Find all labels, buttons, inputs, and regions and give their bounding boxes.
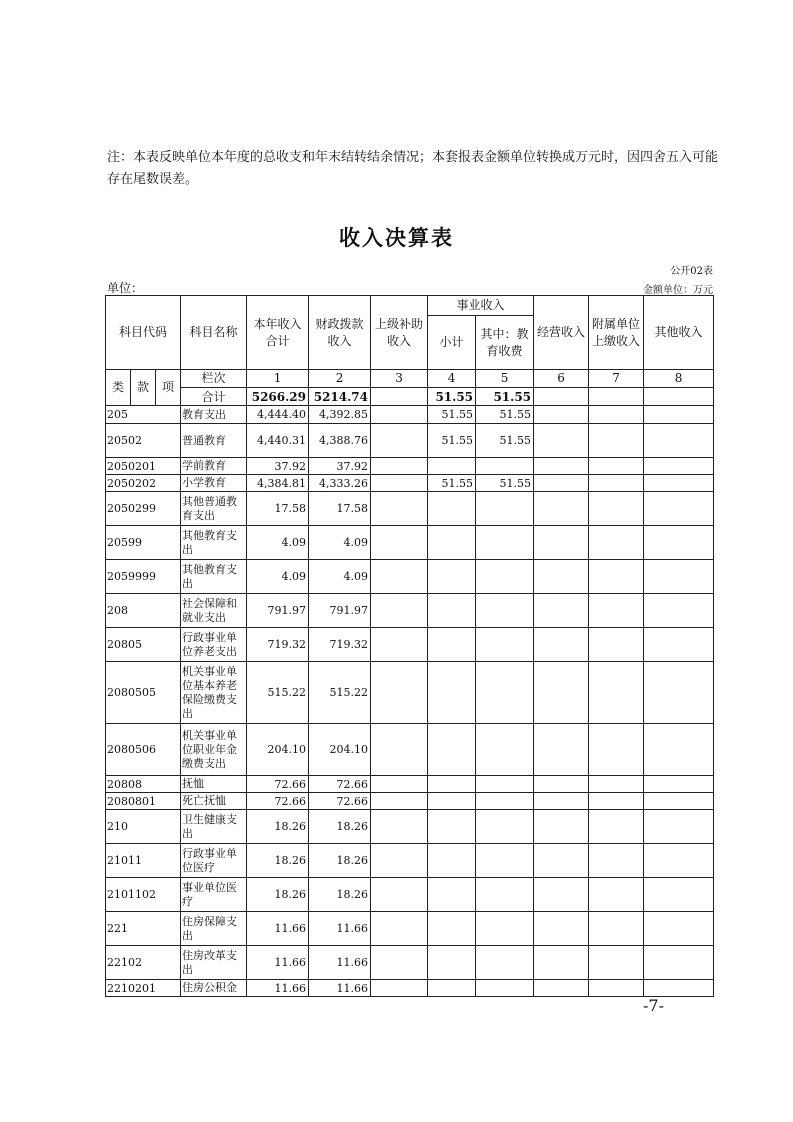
row-affiliated (589, 594, 644, 628)
row-edu-fee (476, 980, 534, 997)
row-other (644, 406, 714, 424)
row-edu-fee (476, 458, 534, 475)
row-fiscal: 4.09 (309, 526, 371, 560)
row-total-income: 515.22 (247, 662, 309, 724)
header-xiang: 项 (156, 370, 181, 406)
row-code: 2050299 (106, 492, 181, 526)
header-subject-code: 科目代码 (106, 296, 181, 370)
row-operating (534, 406, 589, 424)
total-income-value: 5266.29 (247, 388, 309, 406)
col-number: 1 (247, 370, 309, 388)
header-affiliated: 附属单位上缴收入 (589, 296, 644, 370)
row-fiscal: 11.66 (309, 980, 371, 997)
row-affiliated (589, 662, 644, 724)
row-total-income: 4.09 (247, 560, 309, 594)
row-subtotal (428, 946, 476, 980)
row-subtotal (428, 810, 476, 844)
row-fiscal: 11.66 (309, 946, 371, 980)
row-subtotal (428, 724, 476, 776)
header-subtotal: 小计 (428, 316, 476, 370)
row-code: 22102 (106, 946, 181, 980)
row-code: 21011 (106, 844, 181, 878)
row-fiscal: 204.10 (309, 724, 371, 776)
row-operating (534, 628, 589, 662)
row-fiscal: 11.66 (309, 912, 371, 946)
row-superior (371, 793, 428, 810)
row-name: 住房改革支出 (181, 946, 247, 980)
table-row (106, 724, 714, 776)
header-operating: 经营收入 (534, 296, 589, 370)
row-code: 2050202 (106, 475, 181, 492)
row-superior (371, 844, 428, 878)
row-affiliated (589, 526, 644, 560)
row-affiliated (589, 628, 644, 662)
row-subtotal (428, 458, 476, 475)
row-total-income: 17.58 (247, 492, 309, 526)
table-row (106, 492, 714, 526)
row-other (644, 810, 714, 844)
row-superior (371, 912, 428, 946)
row-fiscal: 18.26 (309, 878, 371, 912)
table-body (106, 406, 714, 997)
row-fiscal: 719.32 (309, 628, 371, 662)
money-unit-label: 金额单位：万元 (643, 285, 713, 296)
row-subtotal (428, 662, 476, 724)
row-edu-fee: 51.55 (476, 406, 534, 424)
row-edu-fee (476, 878, 534, 912)
row-subtotal (428, 526, 476, 560)
row-name: 普通教育 (181, 424, 247, 458)
header-fiscal: 财政拨款收入 (309, 296, 371, 370)
total-edu-fee-value: 51.55 (476, 388, 534, 406)
row-operating (534, 912, 589, 946)
row-operating (534, 475, 589, 492)
row-superior (371, 724, 428, 776)
row-affiliated (589, 776, 644, 793)
header-education-fee: 其中：教育收费 (476, 316, 534, 370)
col-number: 7 (589, 370, 644, 388)
row-subtotal (428, 912, 476, 946)
row-other (644, 878, 714, 912)
table-row (106, 560, 714, 594)
row-operating (534, 946, 589, 980)
table-row (106, 458, 714, 475)
row-code: 221 (106, 912, 181, 946)
row-subtotal (428, 776, 476, 793)
row-superior (371, 662, 428, 724)
row-subtotal: 51.55 (428, 406, 476, 424)
form-code: 公开02表 (670, 266, 713, 277)
row-operating (534, 594, 589, 628)
header-lei: 类 (106, 370, 131, 406)
row-name: 教育支出 (181, 406, 247, 424)
total-superior-value (371, 388, 428, 406)
row-name: 机关事业单位职业年金缴费支出 (181, 724, 247, 776)
row-other (644, 560, 714, 594)
row-operating (534, 793, 589, 810)
row-other (644, 980, 714, 997)
row-superior (371, 628, 428, 662)
row-other (644, 793, 714, 810)
row-name: 死亡抚恤 (181, 793, 247, 810)
row-name: 其他教育支出 (181, 560, 247, 594)
row-subtotal (428, 878, 476, 912)
row-affiliated (589, 980, 644, 997)
row-name: 住房保障支出 (181, 912, 247, 946)
row-total-income: 791.97 (247, 594, 309, 628)
row-edu-fee (476, 492, 534, 526)
row-other (644, 776, 714, 793)
col-number: 4 (428, 370, 476, 388)
col-number: 8 (644, 370, 714, 388)
income-table (105, 295, 714, 997)
row-name: 行政事业单位医疗 (181, 844, 247, 878)
row-edu-fee (476, 810, 534, 844)
row-total-income: 11.66 (247, 980, 309, 997)
row-affiliated (589, 475, 644, 492)
row-name: 小学教育 (181, 475, 247, 492)
table-row (106, 810, 714, 844)
table-row (106, 844, 714, 878)
row-operating (534, 560, 589, 594)
row-affiliated (589, 844, 644, 878)
row-superior (371, 492, 428, 526)
row-other (644, 946, 714, 980)
row-total-income: 18.26 (247, 810, 309, 844)
row-fiscal: 37.92 (309, 458, 371, 475)
row-total-income: 4,384.81 (247, 475, 309, 492)
row-name: 其他教育支出 (181, 526, 247, 560)
row-fiscal: 18.26 (309, 810, 371, 844)
row-edu-fee (476, 844, 534, 878)
total-label: 合计 (181, 388, 247, 406)
row-name: 抚恤 (181, 776, 247, 793)
row-affiliated (589, 406, 644, 424)
row-code: 20599 (106, 526, 181, 560)
row-subtotal (428, 844, 476, 878)
row-superior (371, 475, 428, 492)
row-name: 其他普通教育支出 (181, 492, 247, 526)
table-row (106, 526, 714, 560)
row-subtotal: 51.55 (428, 424, 476, 458)
row-code: 2101102 (106, 878, 181, 912)
row-edu-fee (476, 776, 534, 793)
row-code: 2059999 (106, 560, 181, 594)
table-row (106, 776, 714, 793)
row-fiscal: 18.26 (309, 844, 371, 878)
row-edu-fee: 51.55 (476, 424, 534, 458)
row-other (644, 724, 714, 776)
col-number: 2 (309, 370, 371, 388)
row-code: 205 (106, 406, 181, 424)
total-subtotal-value: 51.55 (428, 388, 476, 406)
row-other (644, 662, 714, 724)
row-superior (371, 878, 428, 912)
table-row (106, 424, 714, 458)
row-operating (534, 424, 589, 458)
row-operating (534, 844, 589, 878)
row-name: 行政事业单位养老支出 (181, 628, 247, 662)
row-affiliated (589, 793, 644, 810)
header-superior-subsidy: 上级补助收入 (371, 296, 428, 370)
table-row (106, 793, 714, 810)
row-superior (371, 458, 428, 475)
row-other (644, 526, 714, 560)
row-superior (371, 810, 428, 844)
row-code: 20805 (106, 628, 181, 662)
header-column-index: 栏次 (181, 370, 247, 388)
row-fiscal: 72.66 (309, 793, 371, 810)
row-operating (534, 724, 589, 776)
total-operating-value (534, 388, 589, 406)
row-affiliated (589, 492, 644, 526)
row-other (644, 628, 714, 662)
row-other (644, 475, 714, 492)
table-note: 注：本表反映单位本年度的总收支和年末结转结余情况；本套报表金额单位转换成万元时，因四舍五入可能存在尾数误差。 (107, 150, 719, 187)
row-superior (371, 594, 428, 628)
row-superior (371, 560, 428, 594)
row-operating (534, 526, 589, 560)
row-superior (371, 946, 428, 980)
row-operating (534, 458, 589, 475)
row-total-income: 11.66 (247, 946, 309, 980)
row-edu-fee (476, 628, 534, 662)
row-edu-fee (476, 594, 534, 628)
row-subtotal (428, 980, 476, 997)
table-row (106, 946, 714, 980)
header-kuan: 款 (131, 370, 156, 406)
row-superior (371, 776, 428, 793)
row-total-income: 18.26 (247, 844, 309, 878)
row-affiliated (589, 946, 644, 980)
row-affiliated (589, 724, 644, 776)
row-other (644, 458, 714, 475)
row-fiscal: 17.58 (309, 492, 371, 526)
row-superior (371, 406, 428, 424)
row-operating (534, 878, 589, 912)
row-subtotal (428, 492, 476, 526)
row-other (644, 912, 714, 946)
row-code: 2080506 (106, 724, 181, 776)
col-number: 3 (371, 370, 428, 388)
header-other: 其他收入 (644, 296, 714, 370)
row-affiliated (589, 560, 644, 594)
total-fiscal-value: 5214.74 (309, 388, 371, 406)
row-subtotal (428, 628, 476, 662)
row-code: 210 (106, 810, 181, 844)
row-edu-fee (476, 560, 534, 594)
row-superior (371, 424, 428, 458)
table-row (106, 662, 714, 724)
table-row (106, 475, 714, 492)
row-superior (371, 526, 428, 560)
row-name: 卫生健康支出 (181, 810, 247, 844)
row-name: 社会保障和就业支出 (181, 594, 247, 628)
header-subject-name: 科目名称 (181, 296, 247, 370)
row-fiscal: 72.66 (309, 776, 371, 793)
row-subtotal (428, 560, 476, 594)
row-edu-fee: 51.55 (476, 475, 534, 492)
table-row (106, 912, 714, 946)
table-row (106, 878, 714, 912)
page-number: -7- (643, 996, 664, 1015)
page-title: 收入决算表 (339, 226, 454, 250)
row-edu-fee (476, 946, 534, 980)
row-fiscal: 4,388.76 (309, 424, 371, 458)
row-edu-fee (476, 526, 534, 560)
table-row (106, 594, 714, 628)
row-other (644, 492, 714, 526)
row-total-income: 72.66 (247, 776, 309, 793)
table-row (106, 406, 714, 424)
unit-label: 单位： (107, 281, 144, 295)
total-other-value (644, 388, 714, 406)
row-fiscal: 4,333.26 (309, 475, 371, 492)
row-total-income: 4.09 (247, 526, 309, 560)
row-total-income: 4,440.31 (247, 424, 309, 458)
row-subtotal (428, 793, 476, 810)
col-number: 6 (534, 370, 589, 388)
row-total-income: 72.66 (247, 793, 309, 810)
total-affiliated-value (589, 388, 644, 406)
table-row (106, 628, 714, 662)
row-edu-fee (476, 724, 534, 776)
row-code: 20808 (106, 776, 181, 793)
row-affiliated (589, 458, 644, 475)
row-code: 2210201 (106, 980, 181, 997)
row-subtotal: 51.55 (428, 475, 476, 492)
row-edu-fee (476, 793, 534, 810)
row-affiliated (589, 912, 644, 946)
row-total-income: 11.66 (247, 912, 309, 946)
row-name: 机关事业单位基本养老保险缴费支出 (181, 662, 247, 724)
col-number: 5 (476, 370, 534, 388)
row-total-income: 37.92 (247, 458, 309, 475)
row-operating (534, 810, 589, 844)
row-affiliated (589, 878, 644, 912)
row-fiscal: 515.22 (309, 662, 371, 724)
row-affiliated (589, 424, 644, 458)
row-code: 20502 (106, 424, 181, 458)
header-business-income: 事业收入 (428, 296, 534, 316)
row-other (644, 844, 714, 878)
row-total-income: 4,444.40 (247, 406, 309, 424)
row-edu-fee (476, 662, 534, 724)
row-edu-fee (476, 912, 534, 946)
row-affiliated (589, 810, 644, 844)
row-superior (371, 980, 428, 997)
header-total-income: 本年收入合计 (247, 296, 309, 370)
row-fiscal: 4.09 (309, 560, 371, 594)
row-name: 事业单位医疗 (181, 878, 247, 912)
row-code: 2080505 (106, 662, 181, 724)
row-subtotal (428, 594, 476, 628)
row-fiscal: 791.97 (309, 594, 371, 628)
row-operating (534, 776, 589, 793)
row-name: 学前教育 (181, 458, 247, 475)
row-total-income: 18.26 (247, 878, 309, 912)
table-row (106, 980, 714, 997)
row-operating (534, 662, 589, 724)
row-operating (534, 492, 589, 526)
row-other (644, 594, 714, 628)
row-total-income: 204.10 (247, 724, 309, 776)
row-code: 208 (106, 594, 181, 628)
row-fiscal: 4,392.85 (309, 406, 371, 424)
row-other (644, 424, 714, 458)
row-operating (534, 980, 589, 997)
row-total-income: 719.32 (247, 628, 309, 662)
row-code: 2050201 (106, 458, 181, 475)
row-name: 住房公积金 (181, 980, 247, 997)
row-code: 2080801 (106, 793, 181, 810)
